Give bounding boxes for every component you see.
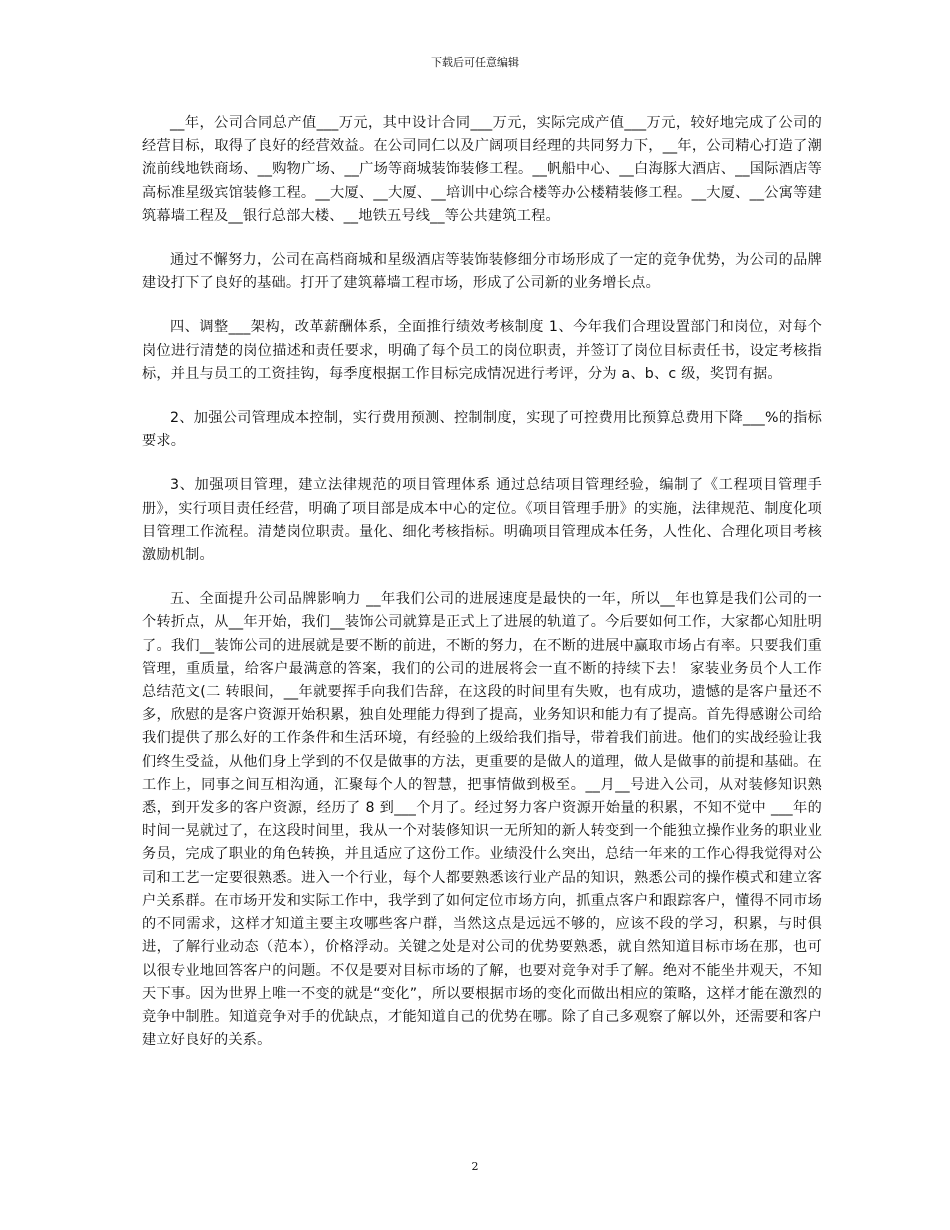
page-number: 2 (471, 1160, 479, 1173)
page-header: 下载后可任意编辑 (431, 56, 519, 69)
paragraph-6: 五、全面提升公司品牌影响力 __年我们公司的进展速度是最快的一年，所以__年也算是我们公司的一个转折点，从__年开始，我们__装饰公司就算是正式上了进展的轨道了。今后要如何工作，大家都心知肚明了。我们__装饰公司的进展就是要不断的前进，不断的努力，在不断的进展中赢取市场占有率。只要我们重管理，重质量，给客户最满意的答案，我们的公司的进展将会一直不断的持续下去！ 家装业务员个人工作总结范文(二 转眼间，__年就要挥手向我们告辞，在这段的时间里有失败，也有成功，遗憾的是客户量还不多，欣慰的是客户资源开始积累，独自处理能力得到了提高，业务知识和能力有了提高。首先得感谢公司给我们提供了那么好的工作条件和生活环境，有经验的上级给我们指导，带着我们前进。他们的实战经验让我们终生受益，从他们身上学到的不仅是做事的方法，更重要的是做人的道理，做人是做事的前提和基础。在工作上，同事之间互相沟通，汇聚每个人的智慧，把事情做到极至。__月__号进入公司，从对装修知识熟悉，到开发多的客户资源，经历了 8 到___个月了。经过努力客户资源开始量的积累，不知不觉中 ___年的时间一晃就过了，在这段时间里，我从一个对装修知识一无所知的新人转变到一个能独立操作业务的职业业务员，完成了职业的角色转换，并且适应了这份工作。业绩没什么突出，总结一年来的工作心得我觉得对公司和工艺一定要很熟悉。进入一个行业，每个人都要熟悉该行业产品的知识，熟悉公司的操作模式和建立客户关系群。在市场开发和实际工作中，我学到了如何定位市场方向，抓重点客户和跟踪客户，懂得不同市场的不同需求，这样才知道主要主攻哪些客户群，当然这点是远远不够的，应该不段的学习，积累，与时俱进，了解行业动态（范本），价格浮动。关键之处是对公司的优势要熟悉，就自然知道目标市场在那，也可以很专业地回答客户的问题。不仅是要对目标市场的了解，也要对竞争对手了解。绝对不能坐井观天，不知天下事。因为世界上唯一不变的就是“变化”，所以要根据市场的变化而做出相应的策略，这样才能在激烈的竞争中制胜。知道竞争对手的优缺点，才能知道自己的优势在哪。除了自己多观察了解以外，还需要和客户建立好良好的关系。 (142, 591, 822, 1049)
document-body (142, 112, 822, 1073)
paragraph-3: 四、调整___架构，改革薪酬体系，全面推行绩效考核制度 1、今年我们合理设置部门和岗位，对每个岗位进行清楚的岗位描述和责任要求，明确了每个员工的岗位职责，并签订了岗位目标责任书，设定考核指标，并且与员工的工资挂钩，每季度根据工作目标完成情况进行考评，分为 a、b、c 级，奖罚有据。 (142, 319, 822, 382)
paragraph-1: __年，公司合同总产值___万元，其中设计合同___万元，实际完成产值___万元，较好地完成了公司的经营目标，取得了良好的经营效益。在公司同仁以及广阔项目经理的共同努力下，__年，公司精心打造了潮流前线地铁商场、__购物广场、__广场等商城装饰装修工程。__帆船中心、__白海豚大酒店、__国际酒店等高标准星级宾馆装修工程。__大厦、__大厦、__培训中心综合楼等办公楼精装修工程。__大厦、__公寓等建筑幕墙工程及__银行总部大楼、__地铁五号线__等公共建筑工程。 (142, 115, 822, 224)
paragraph-5: 3、加强项目管理，建立法律规范的项目管理体系 通过总结项目管理经验，编制了《工程项目管理手册》，实行项目责任经营，明确了项目部是成本中心的定位。《项目管理手册》的实施，法律规范、制度化项目管理工作流程。清楚岗位职责。量化、细化考核指标。明确项目管理成本任务，人性化、合理化项目考核激励机制。 (142, 477, 822, 564)
paragraph-4: 2、加强公司管理成本控制，实行费用预测、控制制度，实现了可控费用比预算总费用下降___%的指标要求。 (142, 410, 822, 450)
paragraph-2: 通过不懈努力，公司在高档商城和星级酒店等装饰装修细分市场形成了一定的竞争优势，为公司的品牌建设打下了良好的基础。打开了建筑幕墙工程市场，形成了公司新的业务增长点。 (142, 252, 822, 292)
